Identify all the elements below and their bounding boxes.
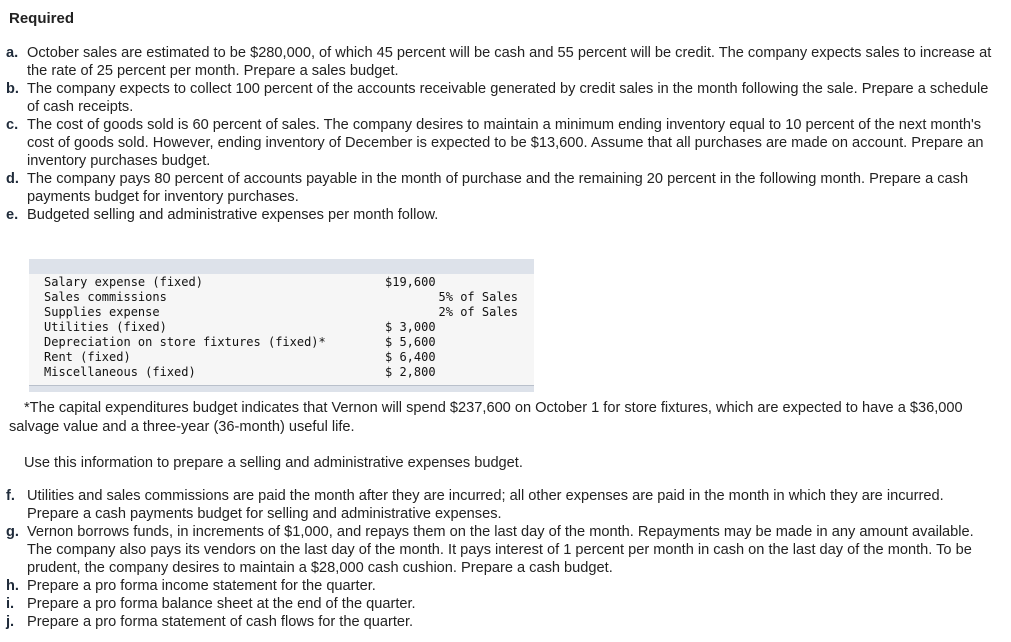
expense-label: Salary expense (fixed) [44,275,203,289]
expense-label: Supplies expense [44,305,160,319]
table-row [44,290,534,305]
requirement-b [6,80,996,116]
requirement-i [6,595,996,613]
requirement-h [6,577,996,595]
requirement-text: The company expects to collect 100 percent of the accounts receivable generated by credit sales in the month following the sale. Prepare a schedule of cash receipts. [27,81,989,115]
expense-amount: $19,600 [385,275,436,289]
table-row [44,350,534,365]
page-heading: Required [9,10,75,27]
expense-label: Miscellaneous (fixed) [44,365,196,379]
expense-label: Rent (fixed) [44,350,131,364]
instruction-text: Use this information to prepare a selling and administrative expenses budget. [24,455,523,471]
expense-amount: $ 2,800 [385,365,436,379]
requirement-f [6,487,996,523]
requirements-list-part1 [6,44,996,224]
requirement-text: Prepare a pro forma statement of cash flows for the quarter. [27,614,414,630]
selling-admin-expense-table [29,259,534,392]
table-footer-bar [29,385,534,392]
requirement-letter: f. [6,488,15,504]
requirement-text: Prepare a pro forma income statement for the quarter. [27,578,376,594]
expense-label: Depreciation on store fixtures (fixed)* [44,335,326,349]
expense-rate: 5% of Sales [438,290,518,304]
requirement-text: Budgeted selling and administrative expenses per month follow. [27,207,439,223]
requirement-text: Utilities and sales commissions are paid the month after they are incurred; all other expenses are paid in the month in which they are incurred. Prepare a cash payments budget for selling and administrative expenses. [27,488,944,522]
requirement-text: Prepare a pro forma balance sheet at the end of the quarter. [27,596,416,612]
expense-amount: $ 6,400 [385,350,436,364]
requirement-a [6,44,996,80]
expense-rate: 2% of Sales [438,305,518,319]
requirement-letter: g. [6,524,19,540]
requirement-letter: d. [6,171,19,187]
requirement-e [6,206,996,224]
expense-label: Sales commissions [44,290,167,304]
table-row [44,275,534,290]
table-row [44,365,534,380]
requirement-text: October sales are estimated to be $280,000, of which 45 percent will be cash and 55 percent will be credit. The company expects sales to increase at the rate of 25 percent per month. Prepare a sales budget. [27,45,992,79]
requirement-g [6,523,996,577]
requirement-text: Vernon borrows funds, in increments of $1,000, and repays them on the last day of the month. Repayments may be made in any amount available. The company also pays its vendors on the last day of the month. It pays interest of 1 percent per month in cash on the last day of the month. To be prudent, the company desires to maintain a $28,000 cash cushion. Prepare a cash budget. [27,524,974,576]
requirement-letter: b. [6,81,19,97]
table-header-bar [29,259,534,274]
table-row [44,320,534,335]
requirement-letter: i. [6,596,15,612]
expense-amount: $ 3,000 [385,320,436,334]
requirement-letter: h. [6,578,19,594]
table-row [44,305,534,320]
footnote: *The capital expenditures budget indicates that Vernon will spend $237,600 on October 1 for store fixtures, which are expected to have a $36,000 salvage value and a three-year (36-month) useful life. [9,400,963,435]
requirement-letter: j. [6,614,15,630]
table-rows [44,275,534,380]
requirement-c [6,116,996,170]
table-row [44,335,534,350]
expense-amount: $ 5,600 [385,335,436,349]
requirement-j [6,613,996,631]
expense-label: Utilities (fixed) [44,320,167,334]
requirement-text: The company pays 80 percent of accounts payable in the month of purchase and the remaining 20 percent in the following month. Prepare a cash payments budget for inventory purchases. [27,171,969,205]
requirements-list-part2 [6,487,996,631]
requirement-d [6,170,996,206]
requirement-letter: a. [6,45,19,61]
requirement-letter: e. [6,207,19,223]
requirement-text: The cost of goods sold is 60 percent of sales. The company desires to maintain a minimum ending inventory equal to 10 percent of the next month's cost of goods sold. However, ending inventory of December is expected to be $13,600. Assume that all purchases are made on account. Prepare an inventory purchases budget. [27,117,984,169]
requirement-letter: c. [6,117,19,133]
